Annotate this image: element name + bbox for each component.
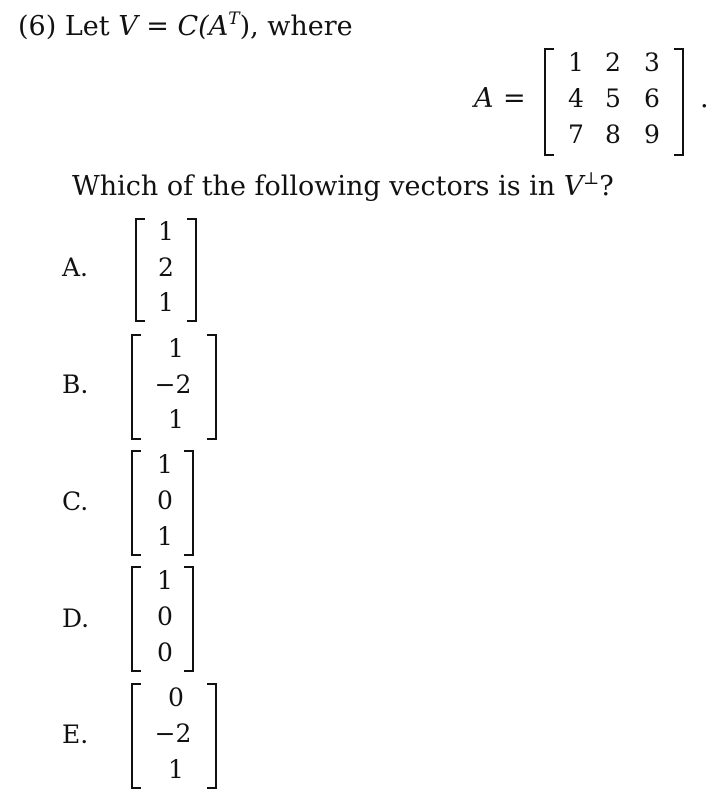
matrix-cell: 9 [644,120,660,149]
let-word: Let [64,11,110,42]
matrix-cell: 7 [568,120,584,149]
vector-right-bracket [187,218,197,322]
choice-label: B. [62,370,89,399]
vector-entry: 0 [157,638,173,667]
variable-v: V [118,11,138,42]
vector-entry: 0 [157,602,173,631]
matrix-name: A [474,83,494,114]
vector-entry: 1 [158,288,174,317]
matrix-cell: 6 [644,84,660,113]
vector-left-bracket [131,566,141,672]
choice-label: A. [62,253,89,282]
matrix-period: . [700,83,709,114]
matrix-cell: 5 [605,84,621,113]
question-suffix: ? [599,171,614,202]
matrix-cell: 3 [644,48,660,77]
vector-right-bracket [207,334,217,440]
matrix-cell: 2 [605,48,621,77]
vector-left-bracket [131,334,141,440]
vector-entry: 1 [168,755,184,784]
vector-entry: 1 [168,405,184,434]
choice-label: D. [62,604,90,633]
choice-label: C. [62,487,89,516]
vector-entry: 1 [168,334,184,363]
vector-left-bracket [131,683,141,789]
vector-entry: 2 [158,253,174,282]
vector-left-bracket [131,450,141,556]
problem-number: (6) [18,11,57,42]
vector-entry: 0 [168,683,184,712]
vector-entry: 1 [157,566,173,595]
column-space-expr: C(A [177,11,229,42]
where-text: ), where [239,11,353,42]
vector-entry: 1 [157,522,173,551]
vector-right-bracket [184,566,194,672]
vector-entry: −2 [154,719,192,748]
equals-sign: = [146,11,169,42]
vector-left-bracket [135,218,145,322]
transpose-superscript: T [228,9,240,29]
matrix-right-bracket [674,48,684,156]
choice-label: E. [62,720,89,749]
matrix-cell: 4 [568,84,584,113]
vector-entry: 0 [157,486,173,515]
perp-superscript: ⊥ [583,169,600,189]
vector-entry: 1 [158,217,174,246]
vector-right-bracket [207,683,217,789]
matrix-left-bracket [544,48,554,156]
problem-header [18,9,353,45]
matrix-equals: = [503,83,526,114]
question-variable: V [563,171,584,202]
matrix-cell: 8 [605,120,621,149]
vector-entry: 1 [157,450,173,479]
question-text [72,169,614,205]
matrix-cell: 1 [568,48,584,77]
vector-right-bracket [184,450,194,556]
question-prefix: Which of the following vectors is in [72,171,556,202]
vector-entry: −2 [154,370,192,399]
